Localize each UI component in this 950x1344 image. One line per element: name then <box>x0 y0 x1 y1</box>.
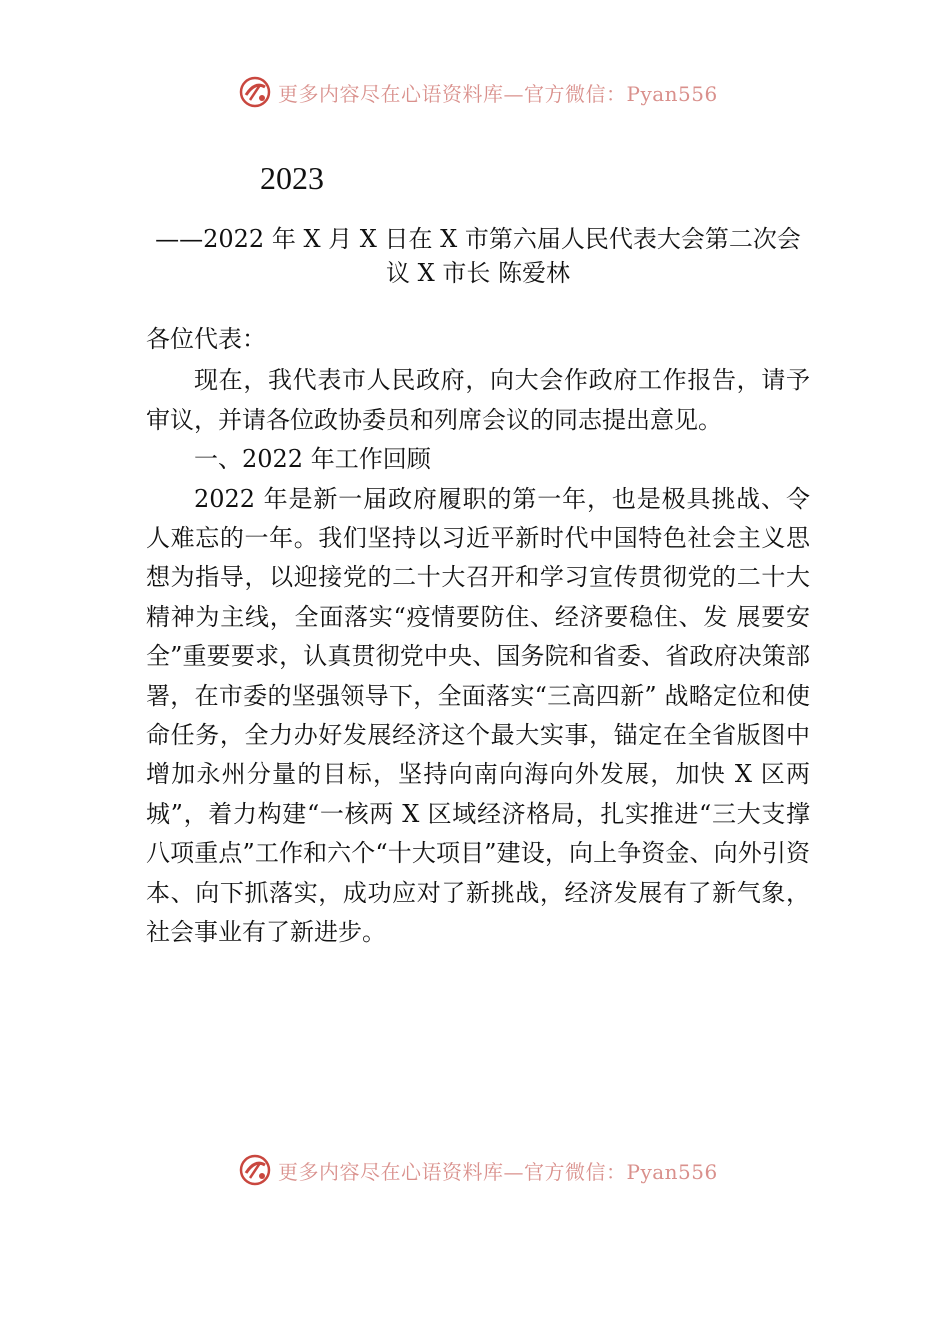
section-heading: 一、2022 年工作回顾 <box>194 445 431 474</box>
watermark-text: 更多内容尽在心语资料库—官方微信：Pyan556 <box>278 1159 718 1184</box>
greeting: 各位代表： <box>146 325 266 353</box>
footer-watermark <box>0 1150 950 1190</box>
seal-logo-icon <box>238 75 272 109</box>
section-paragraph: 2022 年是新一届政府履职的第一年，也是极具挑战、令人难忘的一年。我们坚持以习近平新时代中国特色社会主义思想为指导，以迎接党的二十大召开和学习宣传贯彻党的二十大精神为主线，全面落实“疫情要防住、经济要稳住、发 展要安全”重要要求，认真贯彻党中央、国务院和省委、省政府决策部署，在市委的坚强领导下，全面落实“三高四新” 战略定位和使命任务，全力办好发展经济这个最大实事，锚定在全省版图中增加永州分量的目标，坚持向南向海向外发展，加快 X 区两城”，着力构建“一核两 X 区域经济格局，扎实推进“三大支撑八项重点”工作和六个“十大项目”建设，向上争资金、向外引资本、向下抓落实，成功应对了新挑战，经济发展有了新气象，社会事业有了新进步。 <box>146 484 810 947</box>
intro-paragraph: 现在，我代表市人民政府，向大会作政府工作报告，请予审议，并请各位政协委员和列席会议的同志提出意见。 <box>146 366 810 434</box>
watermark-text: 更多内容尽在心语资料库—官方微信：Pyan556 <box>278 81 718 106</box>
document-body <box>146 320 810 953</box>
document-year-title: 2023 <box>260 160 324 196</box>
document-subtitle: ——2022 年 X 月 X 日在 X 市第六届人民代表大会第二次会议 X 市长 陈爱林 <box>155 225 801 287</box>
header-watermark <box>0 72 950 112</box>
seal-logo-icon <box>238 1153 272 1187</box>
